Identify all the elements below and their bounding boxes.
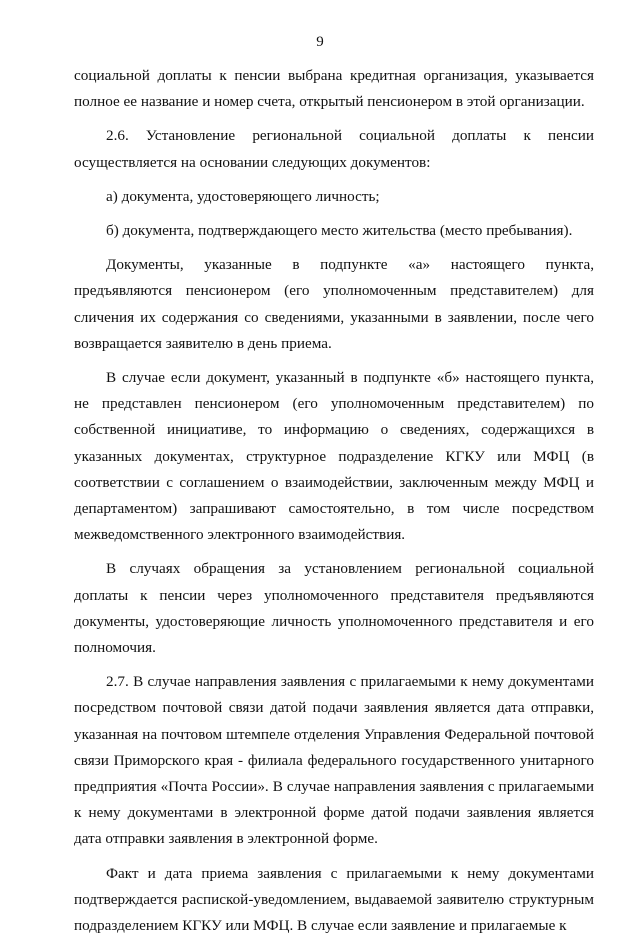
paragraph-documents-b: В случае если документ, указанный в подпункте «б» настоящего пункта, не представлен пенсионером (его уполномоченным представителем) по собственной инициативе, то информацию о сведениях, содержащихся в указанных документах, структурное подразделение КГКУ или МФЦ (в соответствии с соглашением о взаимодействии, заключенным между МФЦ и департаментом) запрашивают самостоятельно, в том числе посредством межведомственного электронного взаимодействия. bbox=[74, 369, 594, 544]
page-number: 9 bbox=[316, 34, 324, 50]
document-body bbox=[74, 63, 594, 939]
paragraph-receipt: Факт и дата приема заявления с прилагаемыми к нему документами подтверждается распиской-уведомлением, выдаваемой заявителю структурным подразделением КГКУ или МФЦ. В случае если заявление и прилагаемые к bbox=[74, 864, 594, 935]
paragraph-continuation: социальной доплаты к пенсии выбрана кредитная организация, указывается полное ее название и номер счета, открытый пенсионером в этой организации. bbox=[74, 67, 594, 111]
list-item-b: б) документа, подтверждающего место жительства (место пребывания). bbox=[106, 222, 573, 240]
paragraph-2-7: 2.7. В случае направления заявления с прилагаемыми к нему документами посредством почтовой связи датой подачи заявления является дата отправки, указанная на почтовом штемпеле отделения Управления Федеральной почтовой связи Приморского края - филиала федерального государственного унитарного предприятия «Почта России». В случае направления заявления с прилагаемыми к нему документами в электронной форме датой подачи заявления является дата отправки заявления в электронной форме. bbox=[74, 673, 594, 848]
paragraph-representative: В случаях обращения за установлением региональной социальной доплаты к пенсии через уполномоченного представителя предъявляются документы, удостоверяющие личность уполномоченного представителя и его полномочия. bbox=[74, 560, 594, 657]
paragraph-documents-a: Документы, указанные в подпункте «а» настоящего пункта, предъявляются пенсионером (его уполномоченным представителем) для сличения их содержания со сведениями, указанными в заявлении, после чего возвращается заявителю в день приема. bbox=[74, 256, 594, 352]
paragraph-2-6: 2.6. Установление региональной социальной доплаты к пенсии осуществляется на основании следующих документов: bbox=[74, 127, 594, 171]
list-item-a: а) документа, удостоверяющего личность; bbox=[106, 187, 380, 205]
